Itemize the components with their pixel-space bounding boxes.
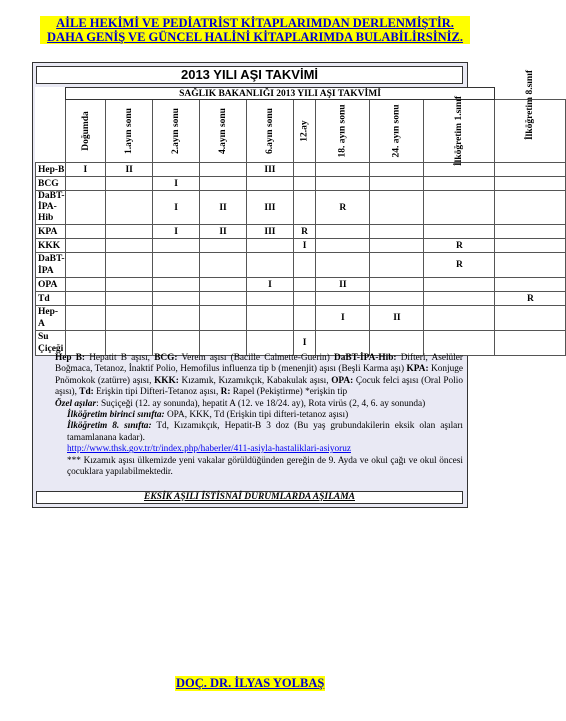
dose-cell — [246, 331, 293, 356]
abbreviations-paragraph — [37, 353, 463, 399]
notes-section — [37, 353, 463, 478]
dose-cell: III — [246, 191, 293, 225]
first-grade-label: İlköğretim birinci sınıfta: — [67, 410, 165, 421]
dose-cell — [495, 163, 566, 177]
vaccine-name: Hep-B — [36, 163, 66, 177]
dose-cell — [495, 278, 566, 292]
dose-cell — [495, 177, 566, 191]
dose-cell: R — [424, 239, 495, 253]
table-row — [36, 177, 566, 191]
dose-cell — [246, 253, 293, 278]
dose-cell — [65, 253, 106, 278]
vaccine-name: KPA — [36, 225, 66, 239]
column-header — [246, 100, 293, 163]
dose-cell: II — [370, 306, 424, 331]
column-header-label: İlköğretim 1.sınıf — [454, 95, 465, 167]
column-header — [106, 100, 153, 163]
eighth-grade-label: İlköğretim 8. sınıfta: — [67, 421, 152, 432]
dose-cell — [370, 253, 424, 278]
dose-cell — [495, 239, 566, 253]
dose-cell — [246, 177, 293, 191]
column-header-label: 12.ay — [299, 120, 310, 142]
dose-cell — [424, 177, 495, 191]
dose-cell — [370, 292, 424, 306]
dose-cell: II — [316, 278, 370, 292]
table-body — [36, 163, 566, 356]
dose-cell — [424, 331, 495, 356]
column-header-label: 6.ayın sonu — [264, 108, 275, 154]
dose-cell — [153, 278, 200, 292]
table-row — [36, 292, 566, 306]
dose-cell — [106, 191, 153, 225]
dose-cell: I — [65, 163, 106, 177]
dose-cell — [495, 253, 566, 278]
dose-cell — [495, 331, 566, 356]
dose-cell — [293, 292, 315, 306]
dose-cell — [106, 239, 153, 253]
special-vaccines-text: : Suçiçeği (12. ay sonunda), hepatit A (12. ve 18/24. ay), Rota virüs (2, 4, 6. ay sonunda) — [96, 398, 426, 409]
dose-cell — [106, 306, 153, 331]
measles-note: *** Kızamık aşısı ülkemizde yeni vakalar görüldüğünden gereğin de 9. Ayda ve okul çağı ve okul öncesi çocuklara yapılabilmektedir. — [67, 455, 463, 478]
dose-cell — [495, 306, 566, 331]
special-vaccines-label: Özel aşılar — [55, 398, 97, 409]
abbreviation-term: Td: — [79, 387, 94, 398]
dose-cell — [316, 292, 370, 306]
column-header — [370, 100, 424, 163]
dose-cell — [153, 163, 200, 177]
column-header-label: 24. ayın sonu — [391, 104, 402, 158]
abbreviation-text: Kızamık, Kızamıkçık, Kabakulak aşısı, — [178, 375, 332, 386]
corner-cell — [36, 100, 66, 163]
dose-cell — [200, 239, 247, 253]
column-header-label: Doğumda — [80, 111, 91, 151]
dose-cell — [246, 306, 293, 331]
abbreviation-text: Konjuge Pnömokok (zatürre) aşısı, — [55, 364, 463, 386]
dose-cell: II — [200, 225, 247, 239]
dose-cell — [370, 239, 424, 253]
table-row — [36, 306, 566, 331]
dose-cell — [370, 331, 424, 356]
author-name: DOÇ. DR. İLYAS YOLBAŞ — [176, 676, 325, 690]
dose-cell — [65, 239, 106, 253]
source-link[interactable]: http://www.thsk.gov.tr/tr/index.php/haberler/411-asiyla-hastaliklari-asiyoruz — [67, 444, 351, 455]
dose-cell — [65, 306, 106, 331]
dose-cell: I — [153, 191, 200, 225]
column-header — [495, 69, 566, 163]
dose-cell — [106, 177, 153, 191]
dose-cell — [106, 331, 153, 356]
dose-cell — [424, 225, 495, 239]
dose-cell — [370, 191, 424, 225]
column-header-label: 2.ayın sonu — [171, 108, 182, 154]
dose-cell — [106, 253, 153, 278]
abbreviation-term: KPA: — [406, 364, 429, 375]
dose-cell: I — [316, 306, 370, 331]
abbreviation-term: BCG: — [154, 353, 178, 363]
dose-cell — [106, 292, 153, 306]
dose-cell — [370, 278, 424, 292]
dose-cell — [424, 191, 495, 225]
dose-cell — [153, 239, 200, 253]
table-row — [36, 331, 566, 356]
abbreviation-text: Verem aşısı (Bacille Calmette-Guerin) — [177, 353, 334, 363]
dose-cell — [200, 306, 247, 331]
vaccine-name: Su Çiçeği — [36, 331, 66, 356]
dose-cell — [65, 331, 106, 356]
dose-cell — [65, 278, 106, 292]
dose-cell — [370, 177, 424, 191]
dose-cell — [316, 253, 370, 278]
dose-cell — [293, 253, 315, 278]
abbreviation-term: Hep B: — [55, 353, 86, 363]
dose-cell — [200, 278, 247, 292]
dose-cell: R — [495, 292, 566, 306]
dose-cell — [316, 225, 370, 239]
table-row — [36, 163, 566, 177]
table-row — [36, 225, 566, 239]
dose-cell — [293, 306, 315, 331]
dose-cell — [246, 292, 293, 306]
dose-cell — [495, 225, 566, 239]
dose-cell: R — [316, 191, 370, 225]
dose-cell: I — [293, 331, 315, 356]
abbreviation-term: R: — [220, 387, 231, 398]
vaccine-name: KKK — [36, 239, 66, 253]
column-header — [153, 100, 200, 163]
dose-cell — [316, 177, 370, 191]
vaccine-name: DaBT-İPA — [36, 253, 66, 278]
abbreviation-term: DaBT-İPA-Hib: — [334, 353, 397, 363]
column-header-row — [36, 100, 566, 163]
dose-cell: I — [293, 239, 315, 253]
dose-cell — [65, 177, 106, 191]
vaccine-name: BCG — [36, 177, 66, 191]
column-header-label: 4.ayın sonu — [218, 108, 229, 154]
banner-line-2: DAHA GENİŞ VE GÜNCEL HALİNİ KİTAPLARIMDA BULABİLİRSİNİZ. — [47, 30, 463, 44]
abbreviation-text: Hepatit B aşısı, — [85, 353, 155, 363]
dose-cell — [200, 331, 247, 356]
vaccine-name: DaBT-İPA-Hib — [36, 191, 66, 225]
vaccine-schedule-table — [35, 69, 566, 356]
column-header — [316, 100, 370, 163]
footer-bar: EKSİK AŞILI İSTİSNAİ DURUMLARDA AŞILAMA — [36, 491, 463, 504]
dose-cell — [200, 253, 247, 278]
dose-cell: R — [424, 253, 495, 278]
dose-cell — [246, 239, 293, 253]
table-row — [36, 253, 566, 278]
dose-cell — [153, 306, 200, 331]
dose-cell — [200, 163, 247, 177]
first-grade-text: OPA, KKK, Td (Erişkin tipi difteri-tetanoz aşısı) — [164, 410, 349, 421]
dose-cell — [153, 253, 200, 278]
abbreviation-text: Rapel (Pekiştirme) *erişkin tip — [230, 387, 348, 398]
dose-cell — [153, 292, 200, 306]
dose-cell: I — [153, 177, 200, 191]
abbreviation-text: Difteri, Aselüler Boğmaca, Tetanoz, İnaktif Polio, Hemofilus influenza tip b (menenjit) aşısı (Beşli Karma aşı) — [55, 353, 463, 375]
abbreviation-term: OPA: — [331, 375, 354, 386]
vaccine-name: Td — [36, 292, 66, 306]
dose-cell: III — [246, 225, 293, 239]
table-row — [36, 278, 566, 292]
abbreviation-text: Çocuk felci aşısı (Oral Polio aşısı), — [55, 375, 463, 398]
dose-cell: II — [200, 191, 247, 225]
dose-cell — [316, 239, 370, 253]
column-header — [424, 95, 495, 167]
dose-cell — [293, 191, 315, 225]
dose-cell — [293, 278, 315, 292]
schedule-frame — [32, 62, 536, 508]
dose-cell — [424, 278, 495, 292]
header-banner — [40, 16, 470, 44]
column-header — [293, 100, 315, 163]
dose-cell: III — [246, 163, 293, 177]
dose-cell — [65, 292, 106, 306]
abbreviation-term: KKK: — [154, 375, 179, 386]
dose-cell — [153, 331, 200, 356]
dose-cell — [424, 306, 495, 331]
dose-cell — [316, 331, 370, 356]
dose-cell: I — [153, 225, 200, 239]
dose-cell — [495, 191, 566, 225]
dose-cell — [200, 292, 247, 306]
column-header-label: 18. ayın sonu — [337, 104, 348, 158]
table-row — [36, 239, 566, 253]
page-title: 2013 YILI AŞI TAKVİMİ — [36, 66, 463, 84]
dose-cell — [106, 278, 153, 292]
dose-cell — [106, 225, 153, 239]
dose-cell — [65, 225, 106, 239]
abbreviation-text: Erişkin tipi Difteri-Tetanoz aşısı, — [93, 387, 221, 398]
dose-cell — [424, 292, 495, 306]
eighth-grade-text: Td, Kızamıkçık, Hepatit-B 3 doz (Bu yaş grubundakilerin eksik olan aşıları tamamlanana kadar). — [67, 421, 463, 443]
dose-cell — [200, 177, 247, 191]
column-header — [200, 100, 247, 163]
table-subtitle: SAĞLIK BAKANLIĞI 2013 YILI AŞI TAKVİMİ — [65, 88, 495, 100]
dose-cell — [293, 177, 315, 191]
column-header-label: İlköğretim 8.sınıf — [525, 69, 536, 141]
dose-cell: I — [246, 278, 293, 292]
dose-cell: II — [106, 163, 153, 177]
vaccine-name: Hep-A — [36, 306, 66, 331]
banner-line-1: AİLE HEKİMİ VE PEDİATRİST KİTAPLARIMDAN DERLENMİŞTİR. — [56, 16, 454, 30]
column-header — [65, 100, 106, 163]
dose-cell — [370, 225, 424, 239]
column-header-label: 1.ayın sonu — [124, 108, 135, 154]
dose-cell — [65, 191, 106, 225]
dose-cell — [370, 163, 424, 177]
dose-cell — [316, 163, 370, 177]
vaccine-name: OPA — [36, 278, 66, 292]
table-row — [36, 191, 566, 225]
dose-cell — [293, 163, 315, 177]
dose-cell: R — [293, 225, 315, 239]
